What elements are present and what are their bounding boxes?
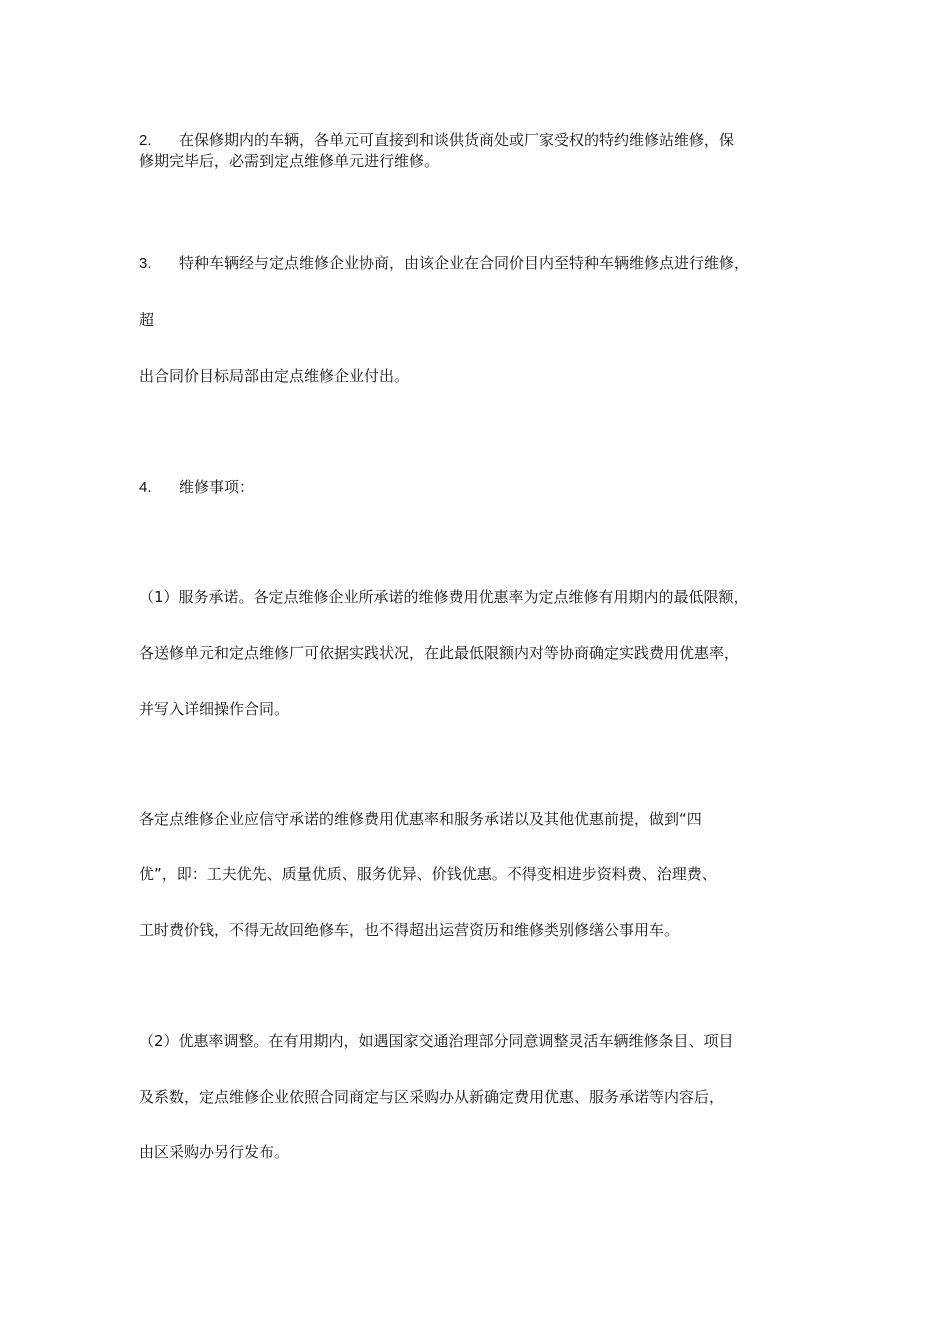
item-2-number: 2. — [139, 132, 152, 149]
paragraph-1-line-2: 各送修单元和定点维修厂可依据实践状况，在此最低限额内对等协商确定实践费用优惠率， — [139, 644, 740, 662]
item-3-line-3: 出合同价目标局部由定点维修企业付出。 — [139, 367, 410, 385]
item-3-line-2: 超 — [139, 311, 155, 329]
paragraph-3-line-2: 及系数，定点维修企业依照合同商定与区采购办从新确定费用优惠、服务承诺等内容后， — [139, 1088, 725, 1106]
paragraph-1-line-1: （1）服务承诺。各定点维修企业所承诺的维修费用优惠率为定点维修有用期内的最低限额， — [139, 588, 749, 606]
item-2-line-2: 修期完毕后，必需到定点维修单元进行维修。 — [139, 152, 440, 170]
paragraph-3-line-3: 由区采购办另行发布。 — [139, 1143, 290, 1161]
paragraph-2-line-1: 各定点维修企业应信守承诺的维修费用优惠率和服务承诺以及其他优惠前提，做到“四 — [139, 810, 702, 828]
item-2-text-1: 在保修期内的车辆，各单元可直接到和谈供货商处或厂家受权的特约维修站维修，保 — [179, 131, 735, 149]
item-3-text-1: 特种车辆经与定点维修企业协商，由该企业在合同价目内至特种车辆维修点进行维修， — [179, 254, 750, 272]
paragraph-1-line-3: 并写入详细操作合同。 — [139, 700, 290, 718]
paragraph-2-line-3: 工时费价钱，不得无故回绝修车，也不得超出运营资历和维修类别修缮公事用车。 — [139, 921, 680, 939]
paragraph-2-line-2: 优”，即：工夫优先、质量优质、服务优异、价钱优惠。不得变相进步资料费、治理费、 — [139, 865, 717, 883]
item-3-line-1 — [139, 253, 749, 274]
item-2-line-1 — [139, 130, 734, 151]
item-4-text-1: 维修事项： — [179, 478, 255, 496]
item-4-line-1 — [139, 477, 254, 498]
item-4-number: 4. — [139, 479, 152, 496]
item-3-number: 3. — [139, 255, 152, 272]
paragraph-3-line-1: （2）优惠率调整。在有用期内，如遇国家交通治理部分同意调整灵活车辆维修条目、项目 — [139, 1032, 734, 1050]
